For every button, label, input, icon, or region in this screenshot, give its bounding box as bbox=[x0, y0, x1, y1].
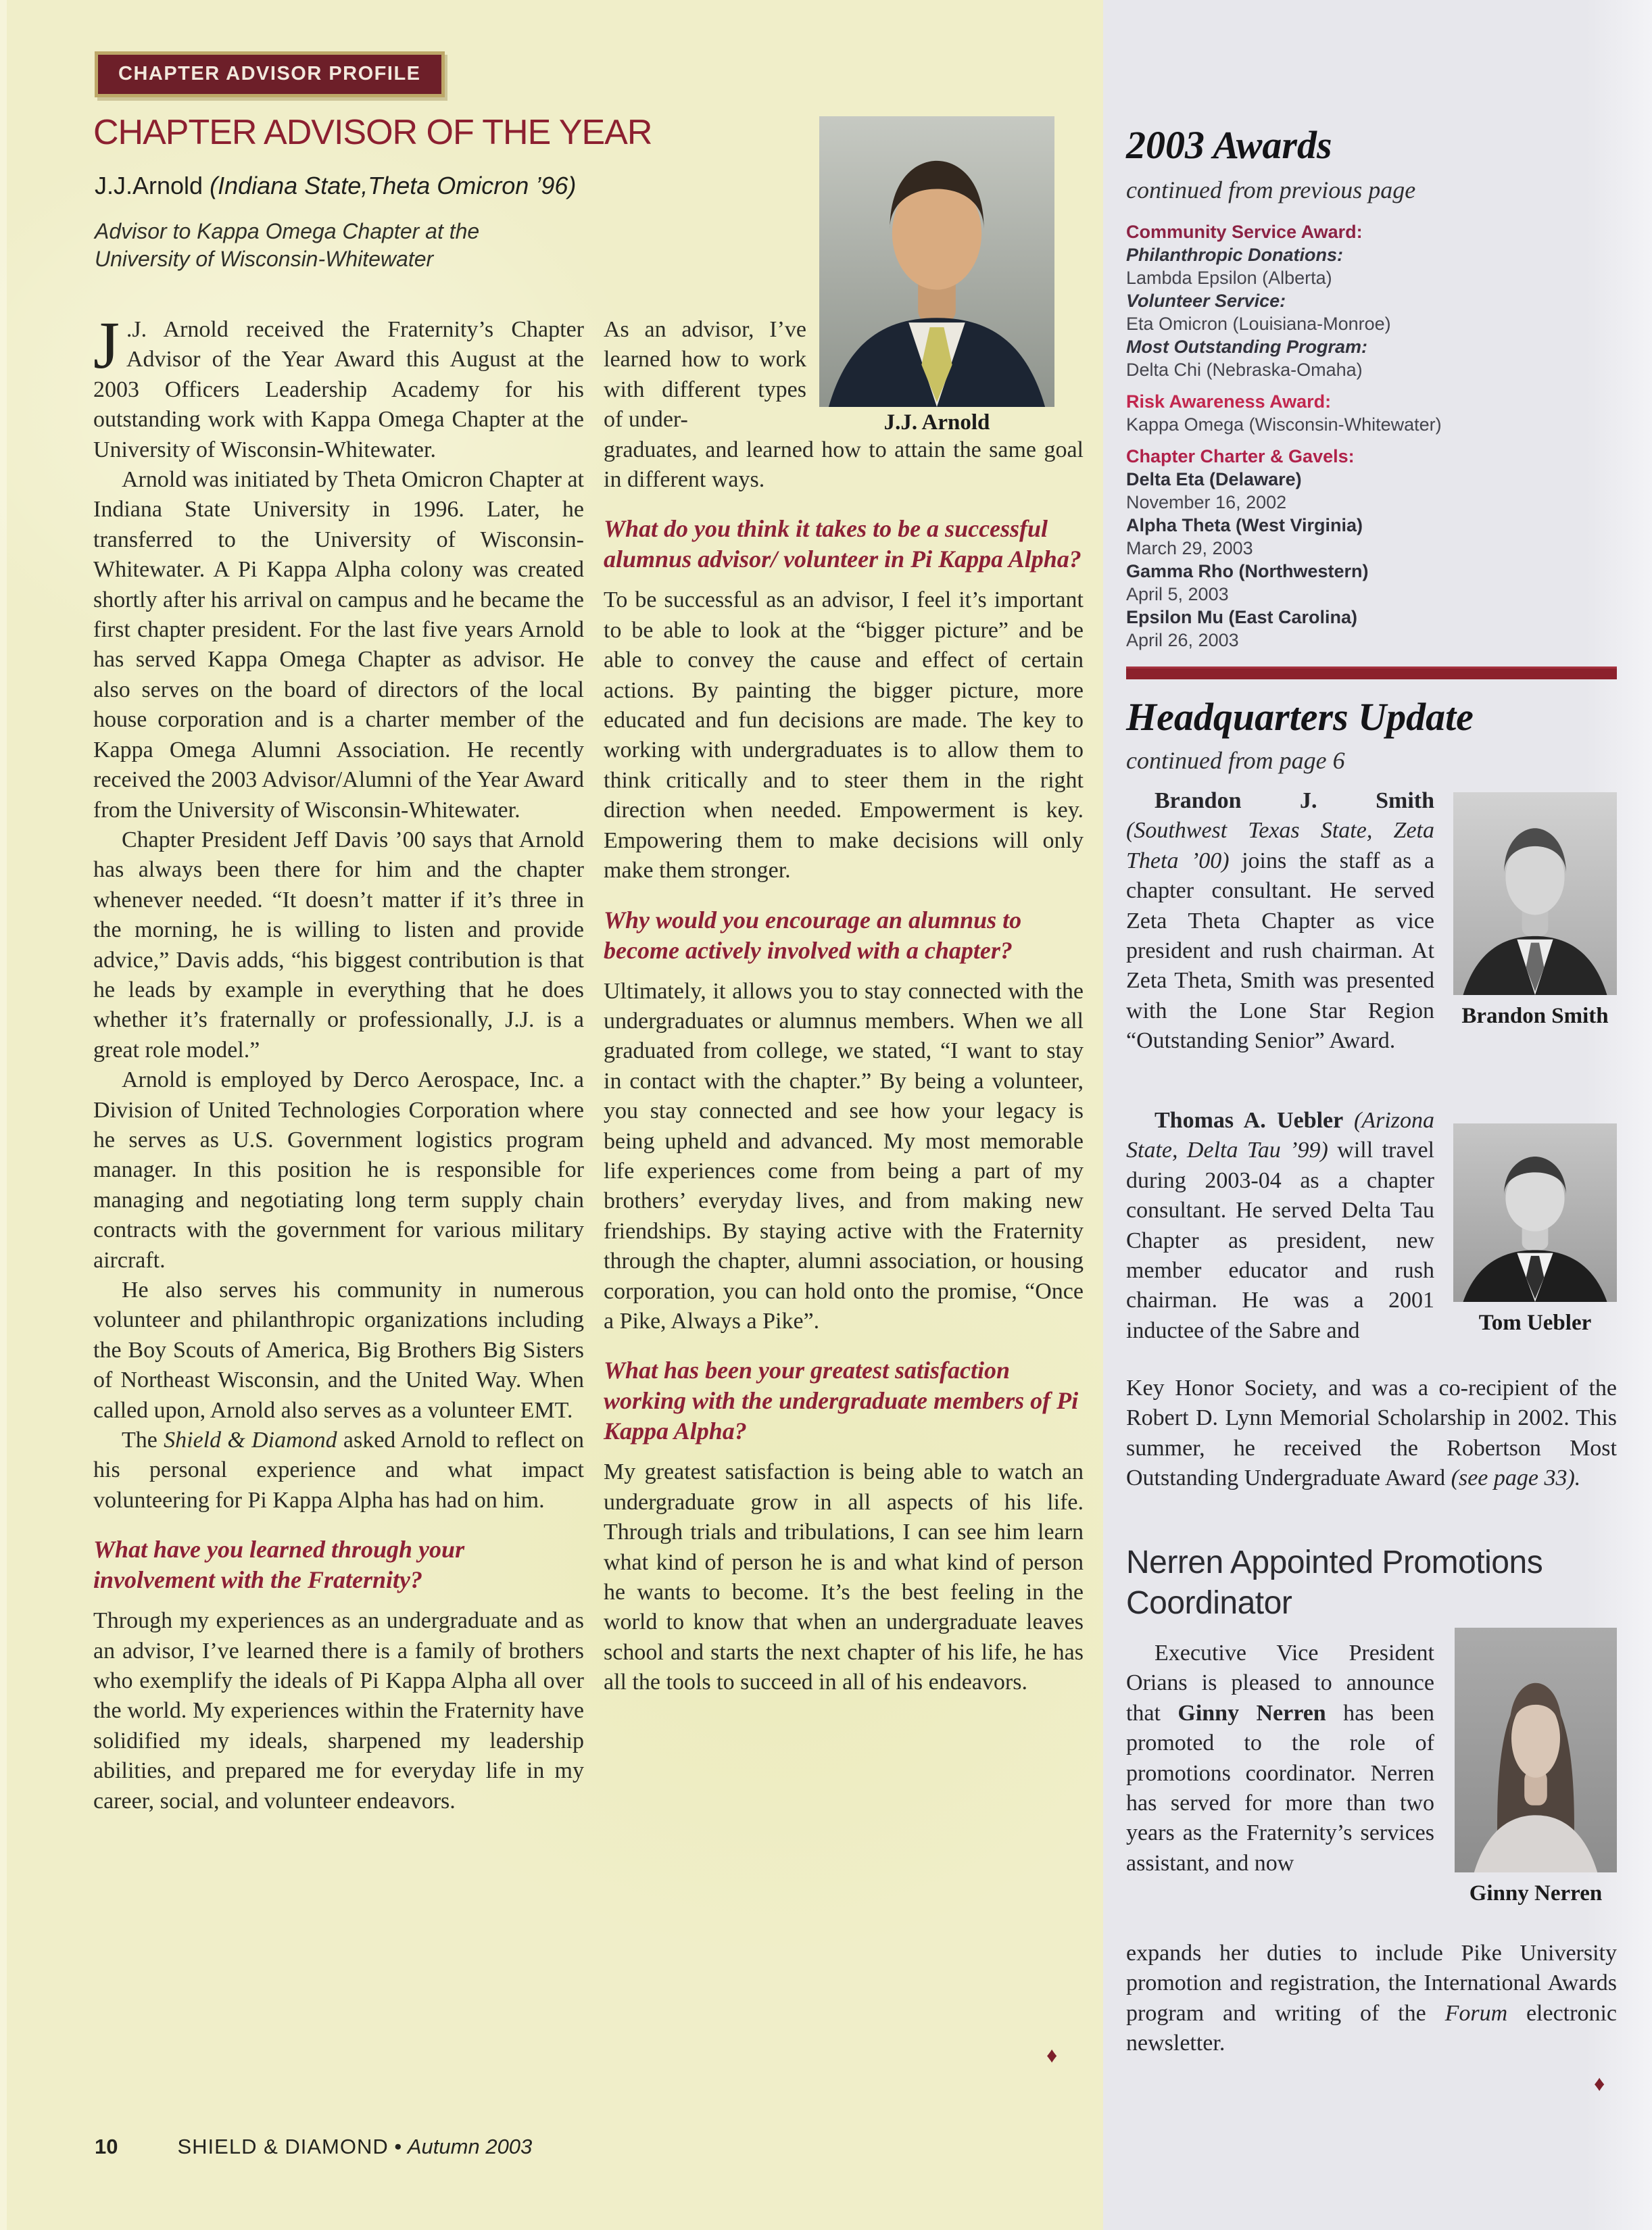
award-label: Philanthropic Donations: bbox=[1126, 245, 1343, 265]
photo-caption: Ginny Nerren bbox=[1469, 1881, 1603, 1906]
byline-role: Advisor to Kappa Omega Chapter at the University of Wisconsin-Whitewater bbox=[95, 219, 480, 271]
person-name: Brandon J. Smith bbox=[1155, 788, 1434, 813]
award-winner: Lambda Epsilon (Alberta) bbox=[1126, 268, 1332, 288]
chapter-name: Epsilon Mu (East Carolina) bbox=[1126, 607, 1358, 627]
newsletter-name: Forum bbox=[1444, 2000, 1508, 2026]
charter-date: April 26, 2003 bbox=[1126, 630, 1239, 650]
ginny-nerren-photo bbox=[1455, 1628, 1617, 1872]
section-divider-rule bbox=[1126, 666, 1617, 679]
award-group bbox=[1126, 220, 1617, 381]
award-group bbox=[1126, 445, 1617, 652]
paragraph: Arnold was initiated by Theta Omicron Chapter at Indiana State University in 1996. Later, he transferred to the University of Wisconsin-Whitewater. A Pi Kappa Alpha colony was created shortly after his arrival on campus and he became the first chapter president. For the last five years Arnold has served Kappa Omega Chapter as advisor. He also serves on the board of directors of the local house corporation and is a charter member of the Kappa Omega Alumni Association. He recently received the 2003 Advisor/Alumni of the Year Award from the University of Wisconsin-Whitewater. bbox=[93, 467, 585, 823]
photo-caption: J.J. Arnold bbox=[883, 410, 990, 435]
portrait-illustration bbox=[1453, 792, 1617, 995]
charter-date: April 5, 2003 bbox=[1126, 584, 1229, 604]
page-footer bbox=[95, 2136, 532, 2157]
paragraph: My greatest satisfaction is being able to watch an undergraduate grow in all aspects of his life. Through trials and tribulations, I can see him learn what kind of person he is and what kind of person he wants to become. It’s the best feeling in the world to know that when an undergraduate leaves school and starts the next chapter of his life, he has all the tools to succeed in all of his endeavors. bbox=[604, 1459, 1084, 1695]
paragraph-text: electronic newsletter. bbox=[1126, 2000, 1617, 2056]
portrait-illustration bbox=[1455, 1628, 1617, 1872]
paragraph bbox=[93, 1426, 584, 1516]
question-heading: What have you learned through your involvement with the Fraternity? bbox=[93, 1536, 465, 1594]
paragraph-text: Executive Vice President Orians is pleased to announce that bbox=[1126, 1641, 1434, 1726]
paragraph-text: .J. Arnold received the Fraternity’s Chapter Advisor of the Year Award this August at the 2003 Officers Leadership Academy for his outstanding work with Kappa Omega Chapter at the University of Wisconsin-Whitewater. bbox=[93, 317, 584, 462]
charter-date: November 16, 2002 bbox=[1126, 492, 1287, 512]
paragraph-text: asked Arnold to reflect on his personal experience and what impact volunteering for Pi Kappa Alpha has had on him. bbox=[93, 1428, 585, 1513]
footer-bullet: • bbox=[394, 2135, 402, 2158]
paragraph-text: Key Honor Society, and was a co-recipient of the Robert D. Lynn Memorial Scholarship in 2002. This summer, he received the Robertson Most Outstanding Undergraduate Award bbox=[1126, 1376, 1617, 1491]
hq-update-title: Headquarters Update bbox=[1126, 695, 1474, 739]
award-winner: Kappa Omega (Wisconsin-Whitewater) bbox=[1126, 414, 1442, 435]
hq-thomas-paragraph-continued bbox=[1126, 1374, 1617, 1494]
paragraph-text: expands her duties to include Pike University promotion and registration, the International Awards program and writing of the bbox=[1126, 1941, 1617, 2026]
article-column-1 bbox=[93, 308, 585, 1816]
paragraph bbox=[93, 308, 584, 465]
person-name: Ginny Nerren bbox=[1177, 1700, 1326, 1726]
magazine-name: Shield & Diamond bbox=[164, 1428, 337, 1453]
award-group-heading: Chapter Charter & Gavels: bbox=[1126, 446, 1355, 466]
paragraph-text: joins the staff as a chapter consultant. He served Zeta Theta Chapter as vice president and rush chairman. At Zeta Theta, Smith was presented with the Lone Star Region “Outstanding Senior” Award. bbox=[1126, 848, 1435, 1054]
nerren-heading: Nerren Appointed Promotions Coordinator bbox=[1126, 1545, 1543, 1621]
nerren-paragraph bbox=[1126, 1639, 1434, 1878]
paragraph: Arnold is employed by Derco Aerospace, Inc. a Division of United Technologies Corporation where he serves as U.S. Government logistics program manager. In this position he is responsible for managing and negotiating long term supply chain contracts with the government for various military aircraft. bbox=[93, 1067, 584, 1273]
page-number: 10 bbox=[95, 2135, 118, 2158]
award-group-heading: Risk Awareness Award: bbox=[1126, 391, 1332, 412]
paragraph-text: The bbox=[122, 1428, 164, 1453]
hq-brandon-paragraph bbox=[1126, 786, 1434, 1057]
brandon-smith-photo bbox=[1453, 792, 1617, 995]
person-origin: (Southwest Texas State, Zeta Theta ’00) bbox=[1126, 818, 1434, 873]
award-group bbox=[1126, 390, 1617, 436]
section-badge: CHAPTER ADVISOR PROFILE bbox=[95, 51, 445, 97]
award-group-heading: Community Service Award: bbox=[1126, 222, 1363, 242]
charter-date: March 29, 2003 bbox=[1126, 538, 1253, 558]
byline bbox=[95, 171, 576, 200]
award-label: Most Outstanding Program: bbox=[1126, 337, 1367, 357]
issue-label: Autumn 2003 bbox=[407, 2135, 533, 2158]
byline-name: J.J.Arnold bbox=[95, 172, 210, 199]
award-label: Volunteer Service: bbox=[1126, 291, 1286, 311]
person-name: Thomas A. Uebler bbox=[1155, 1108, 1354, 1133]
photo-caption: Brandon Smith bbox=[1461, 1004, 1609, 1028]
hq-thomas-paragraph bbox=[1126, 1106, 1434, 1346]
tom-uebler-photo bbox=[1453, 1123, 1617, 1302]
paragraph: To be successful as an advisor, I feel it’s important to be able to look at the “bigger picture” and be able to convey the cause and effect of certain actions. By painting the bigger picture, more educated and fun decisions are made. The key to working with undergraduates is to allow them to think critically and to steer them in the right direction when needed. Empowerment is key. Empowering them to make decisions will only make them stronger. bbox=[604, 587, 1084, 883]
paragraph-text: has been promoted to the role of promotions coordinator. Nerren has served for more than two years as the Fraternity’s services assistant, and now bbox=[1126, 1700, 1434, 1876]
portrait-illustration bbox=[1453, 1123, 1617, 1302]
paragraph: graduates, and learned how to attain the same goal in different ways. bbox=[604, 437, 1084, 493]
chapter-name: Delta Eta (Delaware) bbox=[1126, 469, 1302, 489]
photo-caption: Tom Uebler bbox=[1478, 1311, 1592, 1335]
chapter-name: Gamma Rho (Northwestern) bbox=[1126, 561, 1369, 581]
awards-continued-note: continued from previous page bbox=[1126, 176, 1416, 203]
article-column-2 bbox=[604, 315, 1084, 1698]
paragraph: Ultimately, it allows you to stay connected with the undergraduates or alumnus members. When we all graduated from college, we stated, “I want to stay in contact with the chapter.” By being a volunteer, you stay connected and see how your legacy is being upheld and advanced. My most memorable life experiences come from being a part of my brothers’ everyday lives, and from making new friendships. By staying active with the Fraternity through the chapter, alumni association, or housing corporation, you can hold onto the promise, “Once a Pike, Always a Pike”. bbox=[604, 978, 1084, 1334]
paragraph-text: will travel during 2003-04 as a chapter consultant. He served Delta Tau Chapter as president, new member educator and rush chairman. He was a 2001 inductee of the Sabre and bbox=[1126, 1138, 1435, 1343]
paragraph: As an advisor, I’ve learned how to work with different types of under- bbox=[604, 317, 806, 433]
chapter-name: Alpha Theta (West Virginia) bbox=[1126, 515, 1363, 535]
page-title: CHAPTER ADVISOR OF THE YEAR bbox=[93, 113, 652, 152]
question-heading: What has been your greatest satisfaction working with the undergraduate members of Pi Kappa Alpha? bbox=[604, 1357, 1079, 1445]
magazine-title: SHIELD & DIAMOND bbox=[177, 2135, 389, 2158]
award-winner: Eta Omicron (Louisiana-Monroe) bbox=[1126, 314, 1391, 334]
awards-title: 2003 Awards bbox=[1126, 123, 1332, 167]
paragraph: Chapter President Jeff Davis ’00 says that Arnold has always been there for him and the chapter whenever needed. “It doesn’t matter if it’s three in the morning, he is willing to listen and provide advice,” Davis adds, “his biggest contribution is that he leads by example in everything that he does whether it’s fraternally or professionally, J.J. is a great role model.” bbox=[93, 827, 584, 1063]
award-winner: Delta Chi (Nebraska-Omaha) bbox=[1126, 360, 1363, 380]
diamond-end-icon: ♦ bbox=[1046, 2043, 1058, 2067]
question-heading: Why would you encourage an alumnus to become actively involved with a chapter? bbox=[604, 906, 1022, 964]
awards-list bbox=[1126, 220, 1617, 660]
page-reference: (see page 33). bbox=[1451, 1465, 1581, 1491]
hq-continued-note: continued from page 6 bbox=[1126, 747, 1345, 774]
paragraph: Through my experiences as an undergraduate and as an advisor, I’ve learned there is a family of brothers who exemplify the ideals of Pi Kappa Alpha all over the world. My experiences within the Fraternity have solidified my ideals, sharpened my leadership abilities, and prepared me for everyday life in my career, social, and volunteer endeavors. bbox=[93, 1608, 584, 1814]
paragraph: He also serves his community in numerous volunteer and philanthropic organizations including the Boy Scouts of America, Big Brothers Big Sisters of Northeast Wisconsin, and the United Way. When called upon, Arnold also serves as a volunteer EMT. bbox=[93, 1278, 584, 1423]
question-heading: What do you think it takes to be a successful alumnus advisor/ volunteer in Pi Kappa Alpha? bbox=[604, 515, 1082, 573]
person-origin: (Arizona State, Delta Tau ’99) bbox=[1126, 1108, 1434, 1163]
nerren-paragraph-continued bbox=[1126, 1939, 1617, 2059]
drop-cap: J bbox=[93, 308, 120, 383]
diamond-end-icon: ♦ bbox=[1594, 2071, 1605, 2095]
byline-origin: (Indiana State,Theta Omicron ’96) bbox=[210, 172, 577, 199]
